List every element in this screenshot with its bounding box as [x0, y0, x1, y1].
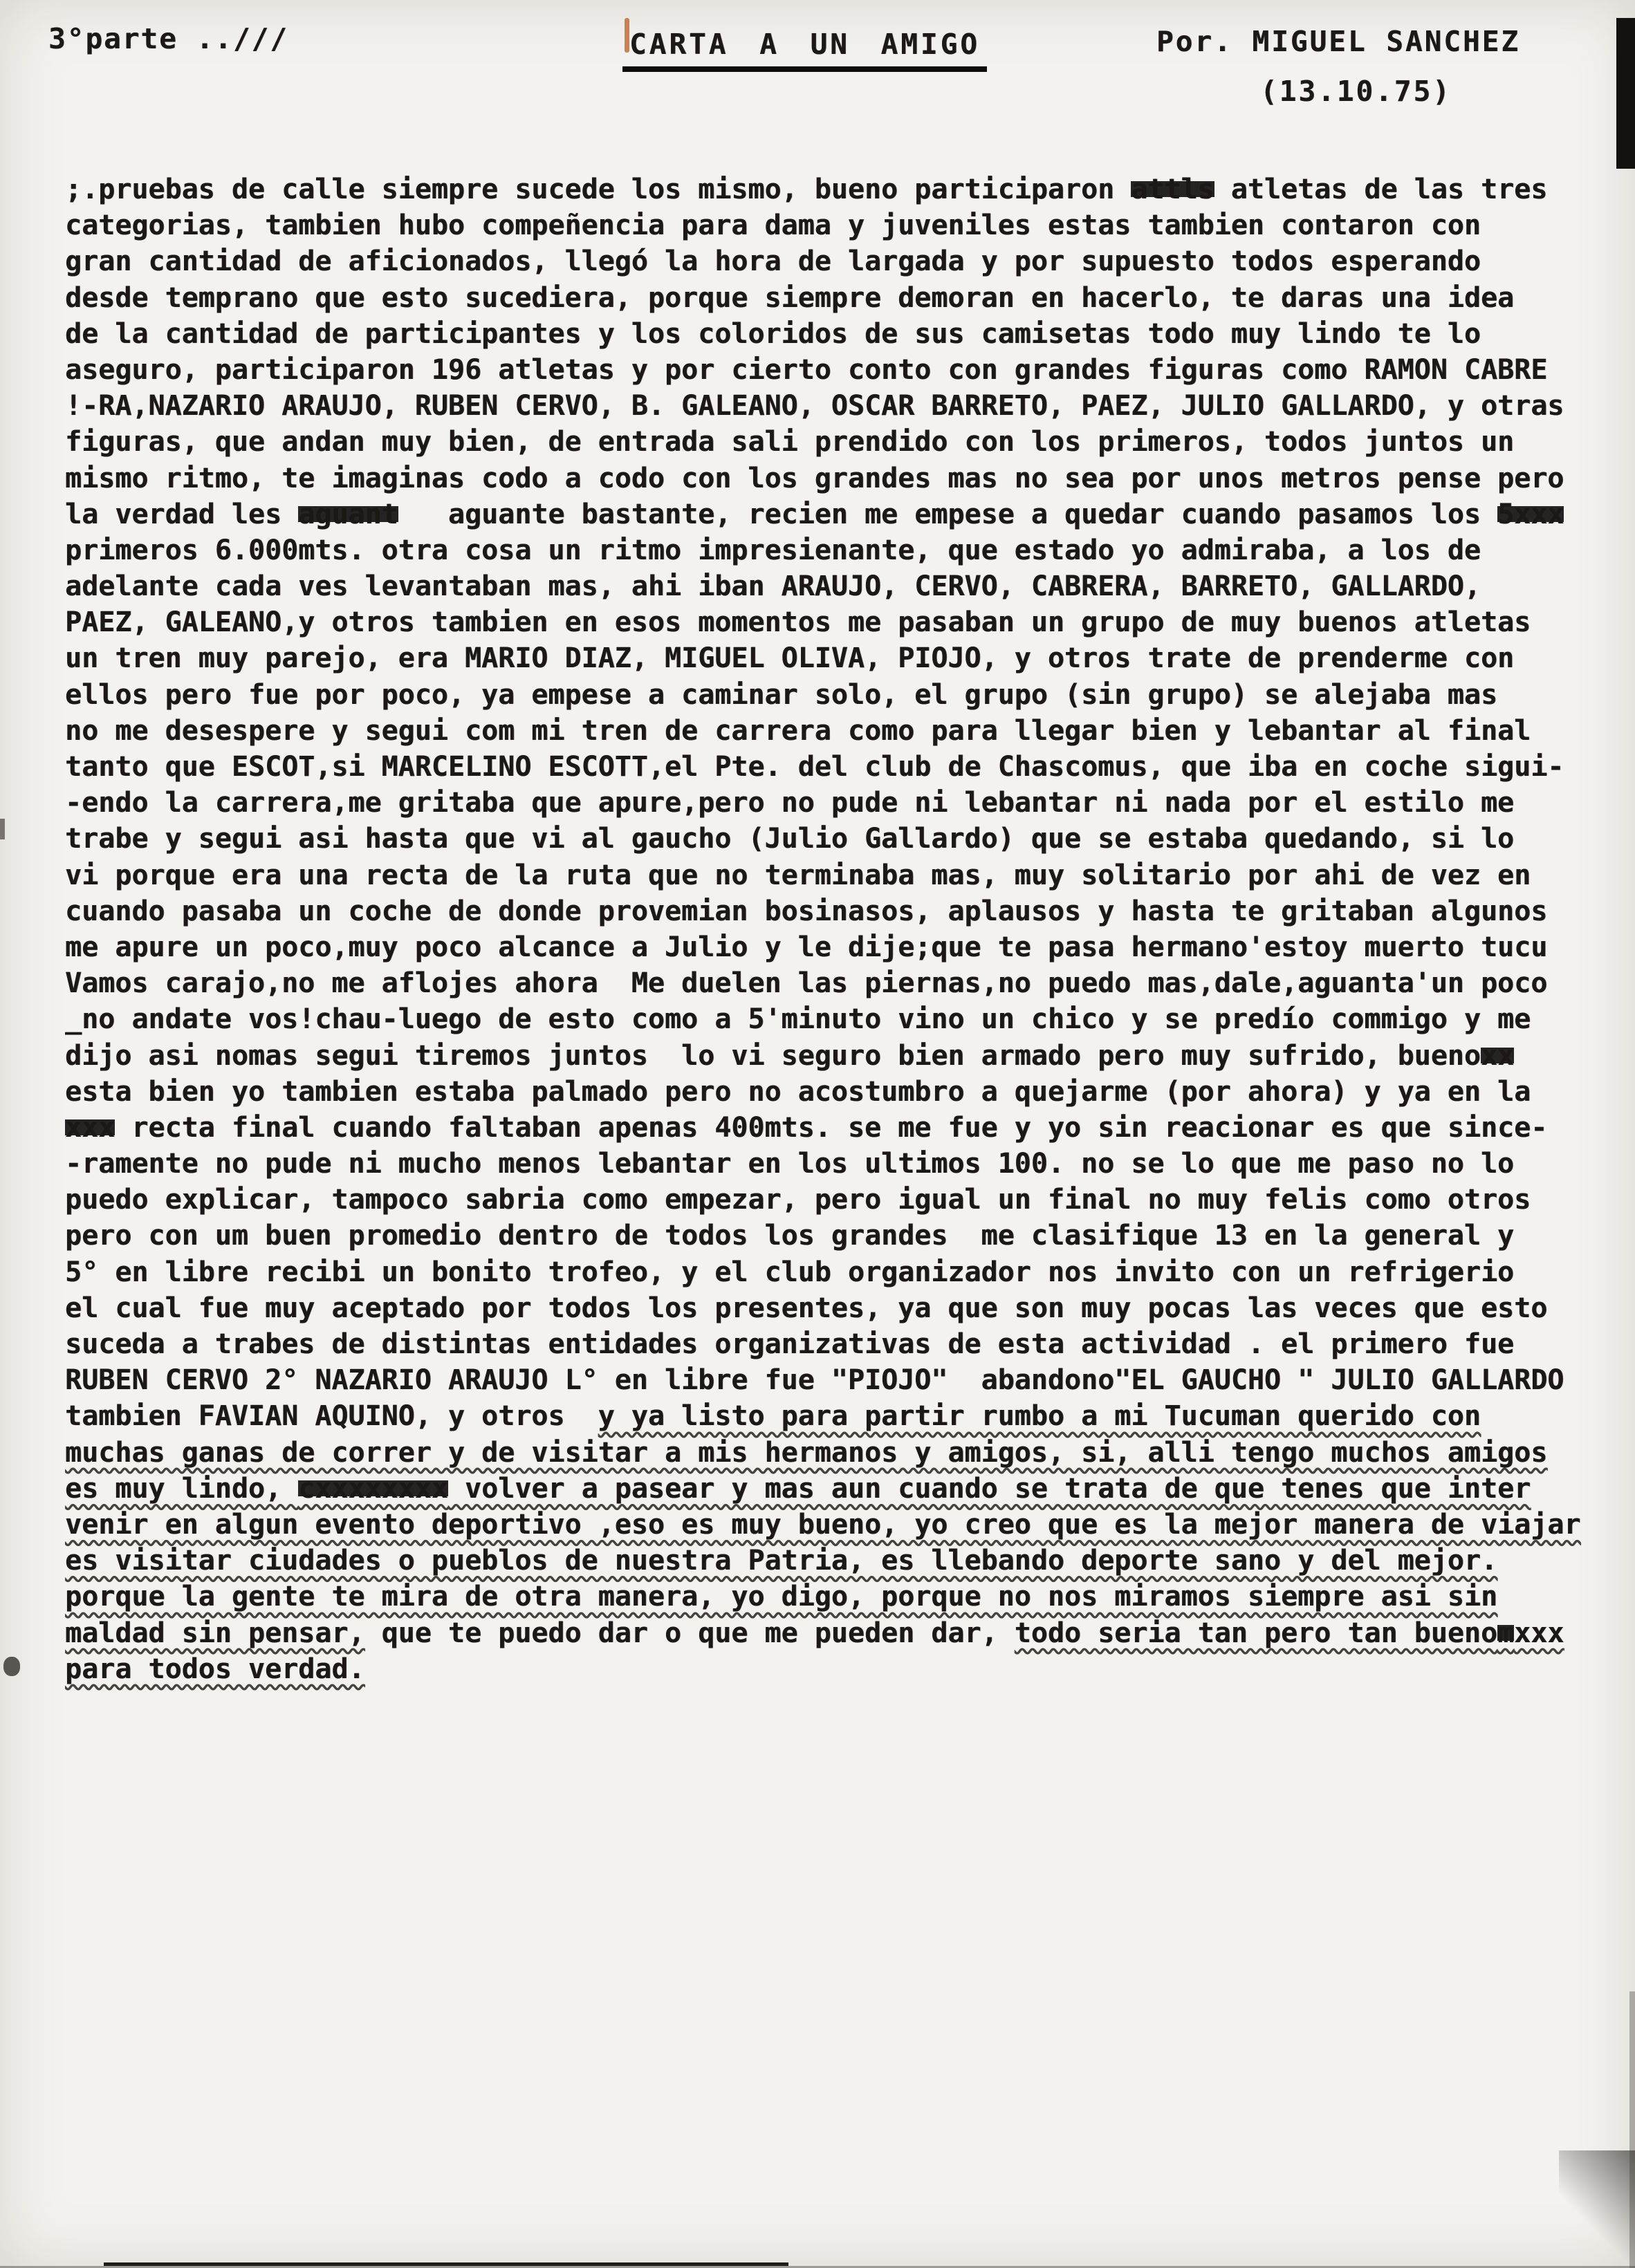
line-segment: puedo explicar, tampoco sabria como empezar, pero igual un final no muy felis como otros — [65, 1184, 1531, 1216]
line-segment: ellos pero fue por poco, ya empese a caminar solo, el grupo (sin grupo) se alejaba mas — [65, 678, 1498, 711]
body-line — [65, 1218, 1628, 1254]
body-line — [65, 1326, 1628, 1362]
line-segment: gran cantidad de aficionados, llegó la hora de largada y por supuesto todos esperando — [65, 245, 1481, 278]
scan-artifact-right-bar — [1616, 18, 1635, 169]
line-segment: que te puedo dar o que me pueden dar, — [364, 1617, 1015, 1649]
body-line — [65, 604, 1628, 640]
body-line — [65, 1651, 1628, 1687]
letter-date: (13.10.75) — [1260, 75, 1452, 108]
line-segment: aguant — [298, 498, 398, 530]
scan-artifact-right-shade — [1629, 1991, 1635, 2268]
line-segment: -ramente no pude ni mucho menos lebantar en los ultimos 100. no se lo que me paso no lo — [65, 1148, 1515, 1180]
body-line — [65, 1435, 1628, 1471]
body-line — [65, 532, 1628, 568]
line-segment: maldad sin pensar, — [65, 1617, 365, 1649]
body-line — [65, 461, 1628, 496]
body-line — [65, 713, 1628, 749]
line-segment: tanto que ESCOT,si MARCELINO ESCOTT,el Pte. del club de Chascomus, que iba en coche sigui- — [65, 751, 1564, 783]
body-line — [65, 1182, 1628, 1218]
scan-artifact-left-mark — [3, 1657, 20, 1676]
body-line — [65, 677, 1628, 713]
line-segment: de la cantidad de participantes y los coloridos de sus camisetas todo muy lindo te lo — [65, 317, 1481, 350]
line-segment: !-RA,NAZARIO ARAUJO, RUBEN CERVO, B. GALEANO, OSCAR BARRETO, PAEZ, JULIO GALLARDO, y otras — [65, 390, 1564, 422]
line-segment: adelante cada ves levantaban mas, ahi iban ARAUJO, CERVO, CABRERA, BARRETO, GALLARDO, — [65, 570, 1481, 603]
body-line — [65, 1110, 1628, 1146]
body-line — [65, 1074, 1628, 1110]
body-line — [65, 1038, 1628, 1074]
line-segment: el cual fue muy aceptado por todos los presentes, ya que son muy pocas las veces que esto — [65, 1292, 1548, 1324]
line-segment: volver a pasear y mas aun cuando se trata de que tenes que inter — [447, 1472, 1531, 1505]
line-segment: dijo asi nomas segui tiremos juntos lo vi seguro bien armado pero muy sufrido, bueno — [65, 1039, 1481, 1072]
line-segment: un tren muy parejo, era MARIO DIAZ, MIGUEL OLIVA, PIOJO, y otros trate de prenderme con — [65, 642, 1515, 675]
body-line — [65, 965, 1628, 1001]
line-segment: vi porque era una recta de la ruta que no terminaba mas, muy solitario por ahi de vez en — [65, 859, 1531, 891]
line-segment: me apure un poco,muy poco alcance a Julio y le dije;que te pasa hermano'estoy muerto tucu — [65, 931, 1548, 963]
line-segment: xxx — [65, 1111, 116, 1144]
body-line — [65, 821, 1628, 857]
line-segment: _no andate vos!chau-luego de esto como a 5'minuto vino un chico y se predío commigo y me — [65, 1003, 1531, 1036]
body-line — [65, 316, 1628, 352]
body-line — [65, 352, 1628, 388]
body-line — [65, 1615, 1628, 1651]
line-segment: atletas de las tres — [1214, 174, 1548, 205]
body-line — [65, 280, 1628, 316]
line-segment: suceda a trabes de distintas entidades organizativas de esta actividad . el primero fue — [65, 1328, 1515, 1360]
line-segment: para todos verdad. — [65, 1653, 365, 1685]
body-line — [65, 424, 1628, 460]
line-segment: cxxxxxxxx — [298, 1472, 448, 1505]
body-line — [65, 1362, 1628, 1398]
line-segment: no me desespere y segui com mi tren de carrera como para llegar bien y lebantar al final — [65, 714, 1531, 747]
body-line — [65, 1398, 1628, 1434]
line-segment: es muy lindo, — [65, 1472, 299, 1505]
body-line — [65, 1290, 1628, 1326]
body-line — [65, 568, 1628, 604]
line-segment: RUBEN CERVO 2° NAZARIO ARAUJO L° en libre fue "PIOJO" abandono"EL GAUCHO " JULIO GALLARDO — [65, 1364, 1564, 1397]
line-segment: todo seria tan pero tan bueno — [1014, 1617, 1498, 1649]
body-line — [65, 243, 1628, 279]
body-line — [65, 171, 1628, 207]
line-segment: attls — [1131, 174, 1214, 205]
line-segment: -endo la carrera,me gritaba que apure,pero no pude ni lebantar ni nada por el estilo me — [65, 787, 1515, 819]
scan-artifact-orange-tick — [625, 18, 629, 53]
line-segment: aseguro, participaron 196 atletas y por cierto conto con grandes figuras como RAMON CABRE — [65, 353, 1548, 386]
line-segment: figuras, que andan muy bien, de entrada sali prendido con los primeros, todos juntos un — [65, 426, 1515, 458]
body-line — [65, 893, 1628, 929]
line-segment: tambien FAVIAN AQUINO, y otros — [65, 1400, 598, 1433]
line-segment: pero con um buen promedio dentro de todos los grandes me clasifique 13 en la general y — [65, 1220, 1515, 1252]
line-segment: recta final cuando faltaban apenas 400mts. se me fue y yo sin reacionar es que since- — [115, 1111, 1548, 1144]
line-segment: PAEZ, GALEANO,y otros tambien en esos momentos me pasaban un grupo de muy buenos atletas — [65, 606, 1531, 639]
body-line — [65, 1254, 1628, 1290]
line-segment: primeros 6.000mts. otra cosa un ritmo impresienante, que estado yo admiraba, a los de — [65, 534, 1481, 566]
line-segment: m — [1497, 1617, 1515, 1649]
body-line — [65, 1146, 1628, 1182]
line-segment: cuando pasaba un coche de donde provemian bosinasos, aplausos y hasta te gritaban algunos — [65, 895, 1548, 927]
body-line — [65, 857, 1628, 893]
body-line — [65, 1471, 1628, 1507]
line-segment: ;.pruebas de calle siempre sucede los mismo, bueno participaron — [65, 174, 1131, 205]
letter-title: CARTA A UN AMIGO — [622, 28, 987, 72]
line-segment: porque la gente te mira de otra manera, yo digo, porque no nos miramos siempre asi sin — [65, 1581, 1498, 1613]
line-segment: Vamos carajo,no me aflojes ahora Me duelen las piernas,no puedo mas,dale,aguanta'un poco — [65, 967, 1548, 1000]
body-line — [65, 749, 1628, 785]
body-line — [65, 929, 1628, 965]
line-segment: y ya listo para partir rumbo a mi Tucuman querido con — [598, 1400, 1481, 1433]
letter-body — [65, 171, 1628, 1687]
line-segment: muchas ganas de correr y de visitar a mis hermanos y amigos, si, alli tengo muchos amigos — [65, 1436, 1548, 1469]
line-segment: la verdad les — [65, 498, 299, 530]
line-segment: 5xxx — [1497, 498, 1564, 530]
page-part-label: 3°parte ../// — [48, 22, 288, 55]
body-line — [65, 1543, 1628, 1579]
body-line — [65, 207, 1628, 243]
scan-artifact-left-tick — [0, 819, 5, 839]
line-segment: es visitar ciudades o pueblos de nuestra Patria, es llebando deporte sano y del mejor. — [65, 1545, 1498, 1577]
line-segment: trabe y segui asi hasta que vi al gaucho (Julio Gallardo) que se estaba quedando, si lo — [65, 823, 1515, 855]
body-line — [65, 1507, 1628, 1543]
line-segment: aguante bastante, recien me empese a quedar cuando pasamos los — [398, 498, 1498, 530]
body-line — [65, 496, 1628, 532]
line-segment: 5° en libre recibi un bonito trofeo, y el club organizador nos invito con un refrigerio — [65, 1256, 1515, 1288]
body-line — [65, 1001, 1628, 1037]
body-line — [65, 1579, 1628, 1615]
line-segment: mismo ritmo, te imaginas codo a codo con los grandes mas no sea por unos metros pense pero — [65, 462, 1564, 494]
scan-artifact-corner-shadow — [1559, 2150, 1635, 2268]
line-segment: xxx — [1514, 1617, 1564, 1649]
body-line — [65, 640, 1628, 676]
line-segment: categorias, tambien hubo compeñencia para dama y juveniles estas tambien contaron con — [65, 210, 1481, 242]
body-line — [65, 388, 1628, 424]
body-line — [65, 785, 1628, 821]
line-segment: xx — [1480, 1039, 1515, 1072]
line-segment: desde temprano que esto sucediera, porque siempre demoran en hacerlo, te daras una idea — [65, 281, 1515, 314]
letter-author: Por. MIGUEL SANCHEZ — [1156, 25, 1520, 58]
line-segment: venir en algun evento deportivo ,eso es muy bueno, yo creo que es la mejor manera de viajar — [65, 1508, 1581, 1541]
line-segment: esta bien yo tambien estaba palmado pero no acostumbro a quejarme (por ahora) y ya en la — [65, 1075, 1531, 1108]
